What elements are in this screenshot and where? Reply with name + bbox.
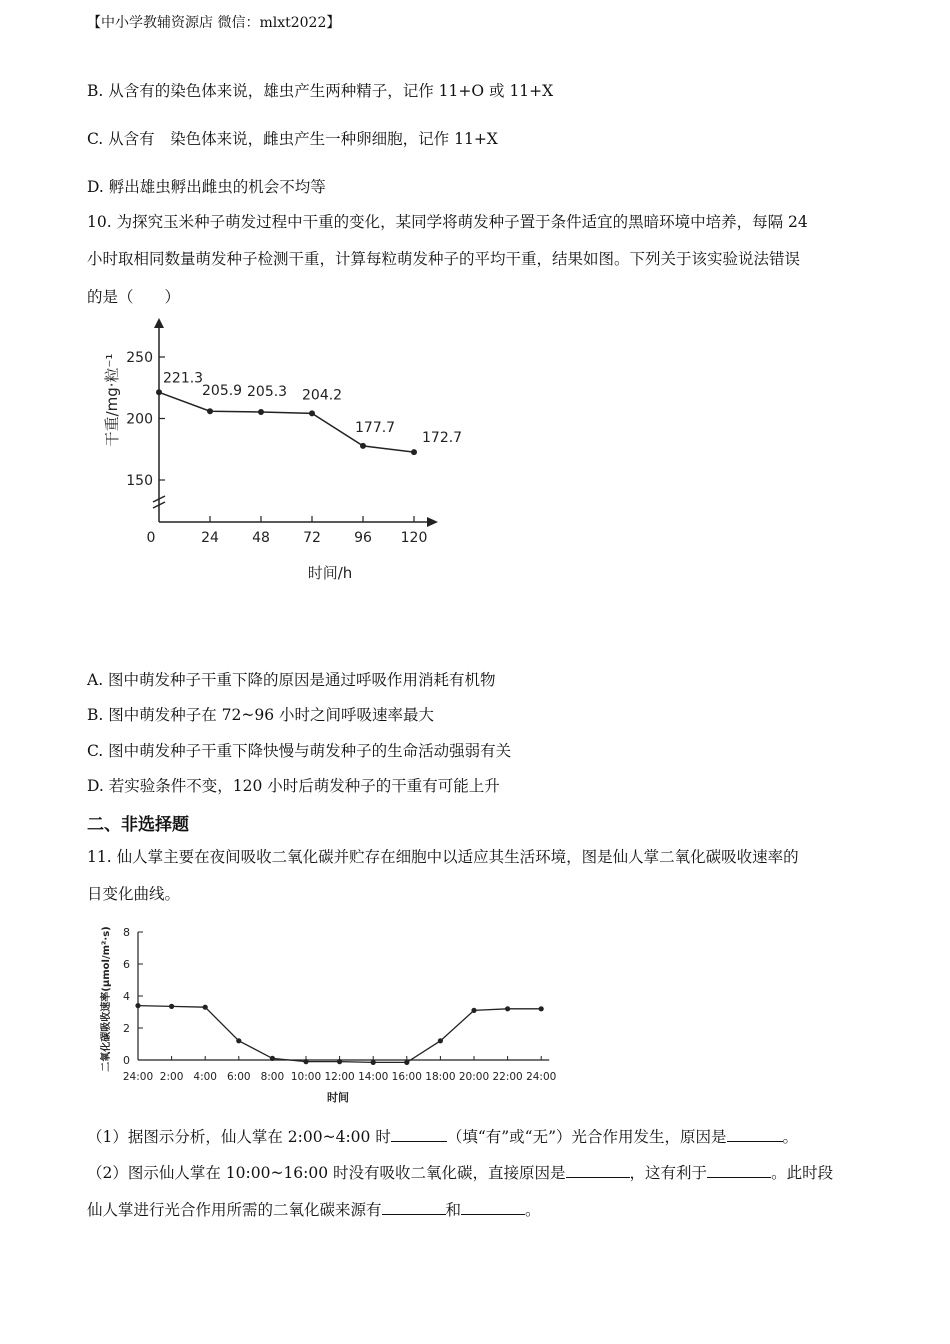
answer-blank-6[interactable] [461, 1200, 525, 1215]
x-tick-label: 16:00 [391, 1071, 422, 1083]
q11-stem-line-2: 日变化曲线。 [87, 885, 181, 903]
x-tick-label: 24 [201, 530, 219, 546]
x-axis-label: 时间/h [307, 564, 353, 582]
q11-sub2-line-2 [87, 1199, 541, 1221]
chart2-marks [135, 1003, 543, 1065]
answer-blank-2[interactable] [727, 1127, 783, 1142]
y-tick-label: 250 [126, 350, 153, 366]
data-point [438, 1038, 443, 1043]
data-point [203, 1005, 208, 1010]
data-point [135, 1003, 140, 1008]
q11-stem-line-1: 11. 仙人掌主要在夜间吸收二氧化碳并贮存在细胞中以适应其生活环境，图是仙人掌二氧化碳吸收速率的 [87, 848, 799, 866]
q11-sub2-text-6: 。 [525, 1201, 541, 1219]
q11-sub1 [87, 1126, 798, 1148]
co2-absorption-chart [95, 915, 565, 1110]
data-point [471, 1008, 476, 1013]
data-point [303, 1059, 308, 1064]
data-point [404, 1060, 409, 1065]
q11-sub2-text-5: 和 [445, 1201, 462, 1219]
x-tick-label: 96 [354, 530, 372, 546]
answer-blank-4[interactable] [707, 1163, 771, 1178]
data-label: 204.2 [302, 387, 343, 404]
y-tick-label: 4 [123, 990, 130, 1003]
y-axis-label: 干重/mg·粒⁻¹ [103, 353, 121, 447]
x-tick-label: 8:00 [260, 1071, 285, 1083]
q9-option-c: C. 从含有 染色体来说，雌虫产生一种卵细胞，记作 11+X [87, 130, 498, 148]
x-tick-label: 22:00 [492, 1071, 523, 1083]
y-tick-label: 200 [126, 411, 153, 428]
x-tick-label: 24:00 [122, 1071, 154, 1083]
data-point [371, 1060, 376, 1065]
chart1-marks [156, 370, 462, 455]
data-point [539, 1006, 544, 1011]
answer-blank-3[interactable] [566, 1163, 630, 1178]
x-tick-label: 20:00 [458, 1071, 490, 1083]
x-tick-label: 18:00 [425, 1071, 456, 1083]
answer-blank-5[interactable] [382, 1200, 446, 1215]
x-tick-label: 4:00 [193, 1071, 217, 1083]
x-axis-arrow [427, 517, 438, 527]
data-point [270, 1056, 275, 1061]
data-point [169, 1004, 174, 1009]
x-tick-label: 120 [400, 530, 428, 546]
data-label: 205.9 [202, 383, 243, 400]
q10-stem-line-3: 的是（ ） [87, 288, 181, 306]
watermark-header: 【中小学教辅资源店 微信：mlxt2022】 [87, 15, 341, 31]
x-tick-label: 72 [303, 530, 321, 546]
q10-stem-line-1: 10. 为探究玉米种子萌发过程中干重的变化，某同学将萌发种子置于条件适宜的黑暗环境中培养，每隔 24 [87, 213, 808, 231]
q10-option-c: C. 图中萌发种子干重下降快慢与萌发种子的生命活动强弱有关 [87, 742, 512, 760]
x-tick-label: 2:00 [159, 1071, 184, 1083]
dry-weight-chart [95, 310, 465, 600]
q11-sub2-text-2: ，这有利于 [629, 1164, 708, 1182]
data-point [236, 1038, 241, 1043]
y-tick-label: 150 [126, 473, 153, 489]
x-tick-label: 24:00 [526, 1071, 557, 1083]
q10-option-d: D. 若实验条件不变，120 小时后萌发种子的干重有可能上升 [87, 777, 500, 795]
data-point [258, 409, 264, 415]
q9-option-d: D. 孵出雄虫孵出雌虫的机会不均等 [87, 178, 326, 196]
x-tick-label: 6:00 [227, 1071, 251, 1083]
y-tick-label: 6 [123, 958, 130, 971]
q11-sub2-text-3: 。此时段 [771, 1164, 834, 1182]
series-line [138, 1006, 541, 1063]
chart1-axes [103, 318, 438, 582]
x-tick-label: 0 [146, 530, 156, 546]
q10-option-a: A. 图中萌发种子干重下降的原因是通过呼吸作用消耗有机物 [87, 671, 496, 689]
q10-option-b: B. 图中萌发种子在 72~96 小时之间呼吸速率最大 [87, 706, 435, 724]
q11-sub2-text-1: （2）图示仙人掌在 10:00~16:00 时没有吸收二氧化碳，直接原因是 [87, 1164, 566, 1182]
data-point [505, 1006, 510, 1011]
y-axis-label: 二氧化碳吸收速率(μmol/m²·s) [101, 926, 112, 1072]
answer-blank-1[interactable] [391, 1127, 447, 1142]
y-tick-label: 2 [123, 1022, 130, 1035]
data-point [360, 443, 366, 449]
q11-sub1-text-3: 。 [782, 1128, 799, 1146]
data-point [309, 410, 315, 416]
section-title: 二、非选择题 [87, 815, 189, 835]
data-point [207, 408, 213, 414]
x-axis-label: 时间 [327, 1091, 349, 1104]
chart2-axes [99, 926, 556, 1104]
x-tick-label: 10:00 [290, 1071, 322, 1083]
x-tick-label: 12:00 [324, 1071, 355, 1083]
data-point [156, 389, 162, 395]
data-label: 221.3 [163, 370, 204, 387]
y-tick-label: 0 [123, 1054, 130, 1067]
x-tick-label: 48 [252, 530, 270, 546]
y-tick-label: 8 [123, 926, 130, 939]
q9-option-b: B. 从含有的染色体来说，雄虫产生两种精子，记作 11+O 或 11+X [87, 82, 554, 100]
q11-sub2-line-1 [87, 1162, 833, 1184]
x-tick-label: 14:00 [358, 1071, 389, 1083]
q11-sub2-text-4: 仙人掌进行光合作用所需的二氧化碳来源有 [87, 1201, 382, 1219]
q10-stem-line-2: 小时取相同数量萌发种子检测干重，计算每粒萌发种子的平均干重，结果如图。下列关于该实验说法错误 [87, 250, 801, 268]
data-point [337, 1059, 342, 1064]
data-point [411, 449, 417, 455]
q11-sub1-text-1: （1）据图示分析，仙人掌在 2:00~4:00 时 [87, 1128, 391, 1146]
data-label: 177.7 [355, 419, 396, 436]
data-label: 205.3 [247, 383, 288, 400]
data-label: 172.7 [422, 430, 463, 447]
q11-sub1-text-2: （填“有”或“无”）光合作用发生，原因是 [446, 1128, 727, 1146]
y-axis-arrow [154, 318, 164, 328]
